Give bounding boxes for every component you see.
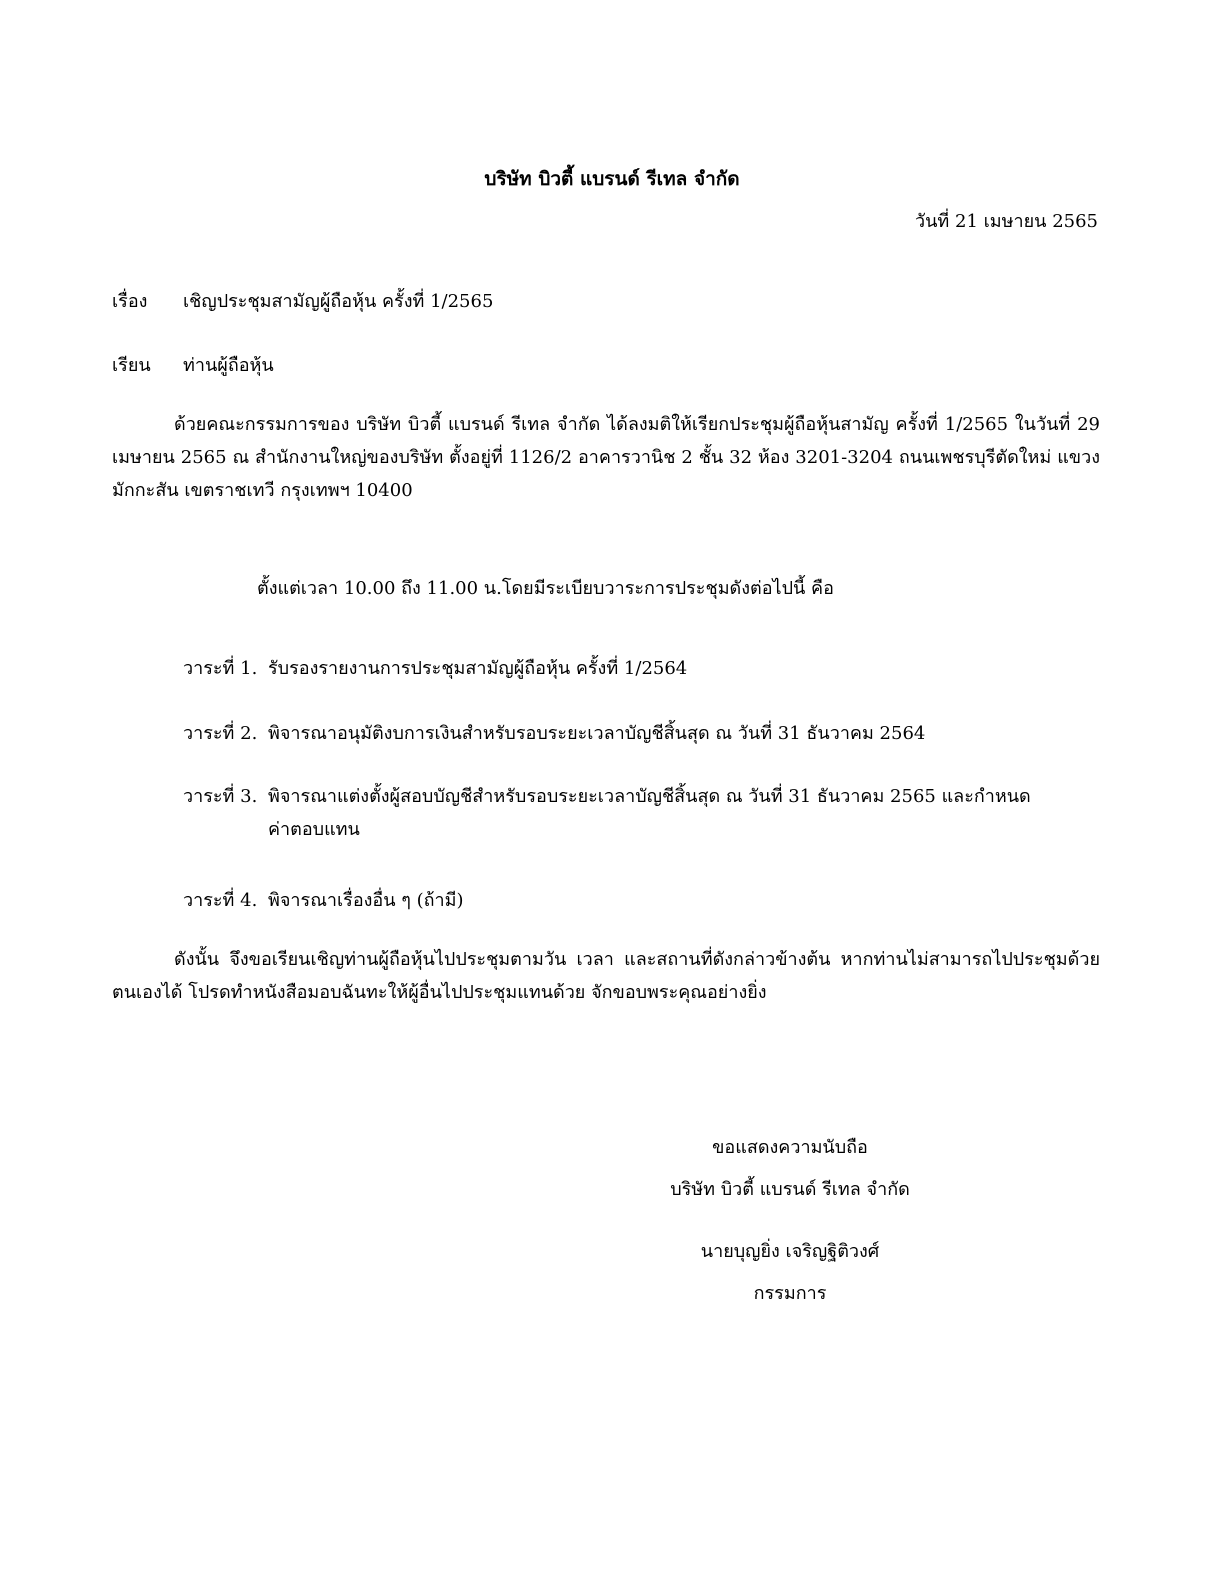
agenda-number: วาระที่ 1. bbox=[183, 658, 258, 679]
agenda-number: วาระที่ 2. bbox=[183, 723, 258, 744]
agenda-item-1 bbox=[183, 652, 1101, 685]
agenda-number: วาระที่ 4. bbox=[183, 890, 258, 911]
subject-value: เชิญประชุมสามัญผู้ถือหุ้น ครั้งที่ 1/2565 bbox=[183, 291, 494, 312]
agenda-text: พิจารณาแต่งตั้งผู้สอบบัญชีสำหรับรอบระยะเวลาบัญชีสิ้นสุด ณ วันที่ 31 ธันวาคม 2565 และกำหนด bbox=[268, 786, 1031, 807]
agenda-item-3 bbox=[183, 780, 1101, 846]
recipient-label: เรียน bbox=[112, 355, 151, 376]
company-title: บริษัท บิวตี้ แบรนด์ รีเทล จำกัด bbox=[484, 168, 740, 190]
intro-paragraph: ด้วยคณะกรรมการของ บริษัท บิวตี้ แบรนด์ รีเทล จำกัด ได้ลงมติให้เรียกประชุมผู้ถือหุ้นสามัญ ครั้งที่ 1/2565 ในวันที่ 29 เมษายน 2565 ณ สำนักงานใหญ่ของบริษัท ตั้งอยู่ที่ 1126/2 อาคารวานิช 2 ชั้น 32 ห้อง 3201-3204 ถนนเพชรบุรีตัดใหม่ แขวงมักกะสัน เขตราชเทวี กรุงเทพฯ 10400 bbox=[112, 414, 1100, 501]
agenda-text: พิจารณาเรื่องอื่น ๆ (ถ้ามี) bbox=[268, 890, 464, 911]
signatory-title: กรรมการ bbox=[753, 1283, 827, 1304]
signatory-name: นายบุญยิ่ง เจริญฐิติวงศ์ bbox=[700, 1241, 880, 1262]
subject-label: เรื่อง bbox=[112, 291, 148, 312]
meeting-time-line: ตั้งแต่เวลา 10.00 ถึง 11.00 น.โดยมีระเบียบวาระการประชุมดังต่อไปนี้ คือ bbox=[257, 578, 834, 599]
agenda-item-4 bbox=[183, 884, 1101, 917]
agenda-text: พิจารณาอนุมัติงบการเงินสำหรับรอบระยะเวลาบัญชีสิ้นสุด ณ วันที่ 31 ธันวาคม 2564 bbox=[268, 723, 926, 744]
agenda-text: รับรองรายงานการประชุมสามัญผู้ถือหุ้น ครั้งที่ 1/2564 bbox=[268, 658, 688, 679]
agenda-number: วาระที่ 3. bbox=[183, 786, 258, 807]
agenda-text-continuation: ค่าตอบแทน bbox=[268, 819, 360, 840]
closing-paragraph: ดังนั้น จึงขอเรียนเชิญท่านผู้ถือหุ้นไปประชุมตามวัน เวลา และสถานที่ดังกล่าวข้างต้น หากท่านไม่สามารถไปประชุมด้วยตนเองได้ โปรดทำหนังสือมอบฉันทะให้ผู้อื่นไปประชุมแทนด้วย จักขอบพระคุณอย่างยิ่ง bbox=[112, 949, 1100, 1003]
recipient-value: ท่านผู้ถือหุ้น bbox=[183, 355, 274, 376]
signature-company: บริษัท บิวตี้ แบรนด์ รีเทล จำกัด bbox=[670, 1179, 910, 1200]
agenda-item-2 bbox=[183, 717, 1101, 750]
letter-date: วันที่ 21 เมษายน 2565 bbox=[915, 211, 1098, 232]
signature-regards: ขอแสดงความนับถือ bbox=[712, 1137, 868, 1158]
